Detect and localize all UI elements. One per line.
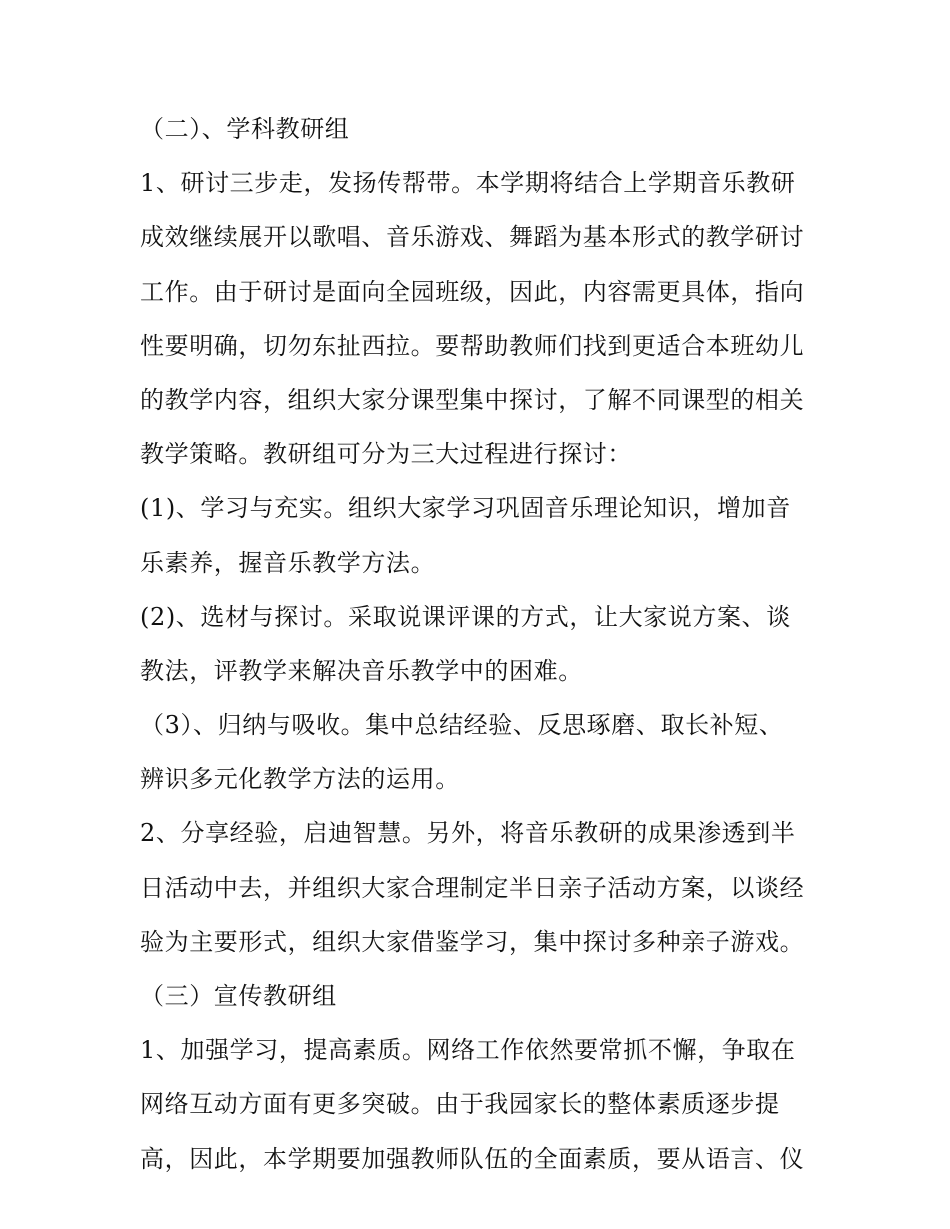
- paragraph-line: 1、研讨三步走，发扬传帮带。本学期将结合上学期音乐教研: [140, 169, 796, 198]
- paragraph-line: 成效继续展开以歌唱、音乐游戏、舞蹈为基本形式的教学研讨: [140, 223, 805, 252]
- paragraph-line: 教学策略。教研组可分为三大过程进行探讨：: [140, 440, 632, 469]
- list-item-line: 辨识多元化教学方法的运用。: [140, 765, 460, 794]
- list-item-line: 乐素养，握音乐教学方法。: [140, 548, 436, 577]
- paragraph-line: 工作。由于研讨是面向全园班级，因此，内容需更具体，指向: [140, 277, 805, 306]
- list-item-line: (2)、选材与探讨。采取说课评课的方式，让大家说方案、谈: [140, 602, 791, 631]
- paragraph-line: 的教学内容，组织大家分课型集中探讨，了解不同课型的相关: [140, 385, 805, 414]
- list-item-line: 教法，评教学来解决音乐教学中的困难。: [140, 656, 583, 685]
- list-item-line: (1)、学习与充实。组织大家学习巩固音乐理论知识，增加音: [140, 494, 791, 523]
- section-heading-publicity-group: （三）宣传教研组: [140, 982, 337, 1010]
- paragraph-line: 验为主要形式，组织大家借鉴学习，集中探讨多种亲子游戏。: [140, 927, 805, 956]
- paragraph-line: 高，因此，本学期要加强教师队伍的全面素质，要从语言、仪: [140, 1144, 805, 1173]
- list-item-line: （3）、归纳与吸收。集中总结经验、反思琢磨、取长补短、: [140, 711, 784, 740]
- paragraph-line: 网络互动方面有更多突破。由于我园家长的整体素质逐步提: [140, 1090, 780, 1119]
- paragraph-line: 性要明确，切勿东扯西拉。要帮助教师们找到更适合本班幼儿: [140, 331, 805, 360]
- section-heading-subject-group: （二）、学科教研组: [140, 115, 350, 143]
- document-body: [140, 102, 830, 1186]
- paragraph-line: 1、加强学习，提高素质。网络工作依然要常抓不懈，争取在: [140, 1036, 796, 1065]
- paragraph-line: 日活动中去，并组织大家合理制定半日亲子活动方案，以谈经: [140, 873, 805, 902]
- paragraph-line: 2、分享经验，启迪智慧。另外，将音乐教研的成果渗透到半: [140, 819, 796, 848]
